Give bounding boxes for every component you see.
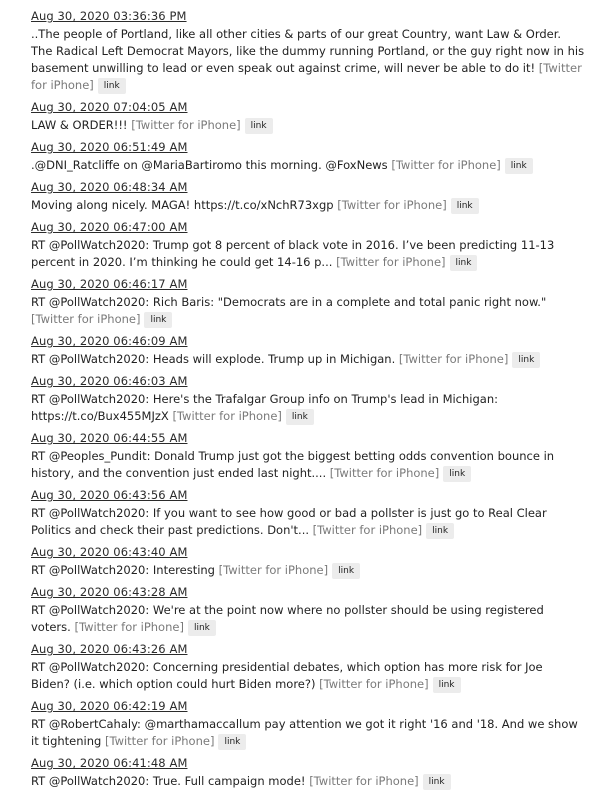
tweet-timestamp-link[interactable]: Aug 30, 2020 06:44:55 AM: [31, 431, 188, 445]
tweet-body: [31, 716, 585, 750]
tweet-source: [Twitter for iPhone]: [312, 523, 423, 537]
tweet-body: [31, 505, 585, 539]
tweet-body: [31, 391, 585, 425]
tweet-text: RT @PollWatch2020: Interesting: [31, 563, 215, 577]
tweet-timestamp-link[interactable]: Aug 30, 2020 06:41:48 AM: [31, 756, 188, 770]
tweet-body: [31, 157, 585, 174]
tweet-item: [31, 545, 585, 579]
tweet-item: [31, 220, 585, 271]
tweet-source: [Twitter for iPhone]: [319, 677, 429, 691]
link-button[interactable]: link: [188, 620, 216, 636]
link-button[interactable]: link: [98, 78, 126, 94]
link-button[interactable]: link: [332, 563, 360, 579]
tweet-item: [31, 9, 585, 94]
link-button[interactable]: link: [144, 312, 172, 328]
tweet-body: [31, 659, 585, 693]
link-button[interactable]: link: [433, 677, 461, 693]
tweet-item: [31, 374, 585, 425]
tweet-item: [31, 756, 585, 790]
link-button[interactable]: link: [505, 158, 533, 174]
tweet-source: [Twitter for iPhone]: [104, 734, 215, 748]
tweet-text: RT @PollWatch2020: Trump got 8 percent of black vote in 2016. I’ve been predicting 11-13 percent in 2020. I’m thinking he could get 14-16 p...: [31, 238, 555, 269]
tweet-body: [31, 351, 585, 368]
tweet-body: [31, 26, 585, 94]
tweet-text: RT @Peoples_Pundit: Donald Trump just got the biggest betting odds convention bounce in history, and the convention just ended last night....: [31, 449, 555, 480]
tweet-source: [Twitter for iPhone]: [398, 352, 509, 366]
tweet-timestamp-link[interactable]: Aug 30, 2020 06:43:26 AM: [31, 642, 188, 656]
link-button[interactable]: link: [423, 774, 451, 790]
tweet-timestamp-link[interactable]: Aug 30, 2020 03:36:36 PM: [31, 9, 187, 23]
tweet-source: [Twitter for iPhone]: [329, 466, 440, 480]
tweet-timestamp-link[interactable]: Aug 30, 2020 06:43:28 AM: [31, 585, 188, 599]
tweet-body: [31, 562, 585, 579]
link-button[interactable]: link: [286, 409, 314, 425]
tweet-item: [31, 277, 585, 328]
tweet-source: [Twitter for iPhone]: [31, 61, 582, 92]
link-button[interactable]: link: [450, 255, 478, 271]
tweet-source: [Twitter for iPhone]: [31, 312, 141, 326]
tweet-body: [31, 448, 585, 482]
tweet-text: Moving along nicely. MAGA! https://t.co/xNchR73xgp: [31, 198, 334, 212]
tweet-timestamp-link[interactable]: Aug 30, 2020 07:04:05 AM: [31, 100, 188, 114]
tweet-timestamp-link[interactable]: Aug 30, 2020 06:48:34 AM: [31, 180, 188, 194]
tweet-item: [31, 431, 585, 482]
tweet-text: LAW & ORDER!!!: [31, 118, 128, 132]
tweet-text: RT @PollWatch2020: We're at the point now where no pollster should be using registered voters.: [31, 603, 544, 634]
tweet-source: [Twitter for iPhone]: [131, 118, 241, 132]
tweet-item: [31, 100, 585, 134]
tweet-text: RT @PollWatch2020: Rich Baris: "Democrats are in a complete and total panic right now.": [31, 295, 547, 309]
tweet-source: [Twitter for iPhone]: [337, 198, 447, 212]
tweet-item: [31, 334, 585, 368]
tweet-body: [31, 197, 585, 214]
tweet-item: [31, 488, 585, 539]
tweet-source: [Twitter for iPhone]: [74, 620, 184, 634]
tweet-text: RT @PollWatch2020: True. Full campaign mode!: [31, 774, 306, 788]
tweet-source: [Twitter for iPhone]: [172, 409, 282, 423]
tweet-source: [Twitter for iPhone]: [336, 255, 446, 269]
tweet-body: [31, 773, 585, 790]
tweet-text: RT @RobertCahaly: @marthamaccallum pay attention we got it right '16 and '18. And we show it tightening: [31, 717, 578, 748]
tweet-item: [31, 699, 585, 750]
tweet-item: [31, 585, 585, 636]
tweet-item: [31, 140, 585, 174]
tweet-timestamp-link[interactable]: Aug 30, 2020 06:42:19 AM: [31, 699, 188, 713]
tweet-item: [31, 180, 585, 214]
tweet-timestamp-link[interactable]: Aug 30, 2020 06:43:56 AM: [31, 488, 188, 502]
link-button[interactable]: link: [443, 466, 471, 482]
tweet-timestamp-link[interactable]: Aug 30, 2020 06:43:40 AM: [31, 545, 188, 559]
tweet-text: RT @PollWatch2020: Concerning presidential debates, which option has more risk for Joe Biden? (i.e. which option could hurt Biden more?): [31, 660, 543, 691]
tweet-timestamp-link[interactable]: Aug 30, 2020 06:46:09 AM: [31, 334, 188, 348]
tweet-timestamp-link[interactable]: Aug 30, 2020 06:46:03 AM: [31, 374, 188, 388]
tweet-body: [31, 294, 585, 328]
tweet-source: [Twitter for iPhone]: [309, 774, 419, 788]
tweet-text: RT @PollWatch2020: If you want to see how good or bad a pollster is just go to Real Clear Politics and check their past predictions. Don't...: [31, 506, 547, 537]
tweet-text: ..The people of Portland, like all other cities & parts of our great Country, want Law & Order. The Radical Left Democrat Mayors, like the dummy running Portland, or the guy right now in his basement unwilling to lead or even speak out against crime, will never be able to do it!: [31, 27, 585, 75]
tweet-body: [31, 602, 585, 636]
link-button[interactable]: link: [426, 523, 454, 539]
link-button[interactable]: link: [218, 734, 246, 750]
tweet-timestamp-link[interactable]: Aug 30, 2020 06:47:00 AM: [31, 220, 188, 234]
link-button[interactable]: link: [451, 198, 479, 214]
tweet-body: [31, 237, 585, 271]
tweet-text: RT @PollWatch2020: Here's the Trafalgar Group info on Trump's lead in Michigan: https://t.co/Bux455MJzX: [31, 392, 499, 423]
link-button[interactable]: link: [512, 352, 540, 368]
tweet-timestamp-link[interactable]: Aug 30, 2020 06:51:49 AM: [31, 140, 188, 154]
tweet-source: [Twitter for iPhone]: [391, 158, 501, 172]
tweet-item: [31, 642, 585, 693]
tweet-timestamp-link[interactable]: Aug 30, 2020 06:46:17 AM: [31, 277, 188, 291]
tweet-text: RT @PollWatch2020: Heads will explode. Trump up in Michigan.: [31, 352, 396, 366]
tweet-text: .@DNI_Ratcliffe on @MariaBartiromo this morning. @FoxNews: [31, 158, 388, 172]
tweet-body: [31, 117, 585, 134]
tweet-source: [Twitter for iPhone]: [218, 563, 329, 577]
link-button[interactable]: link: [245, 118, 273, 134]
